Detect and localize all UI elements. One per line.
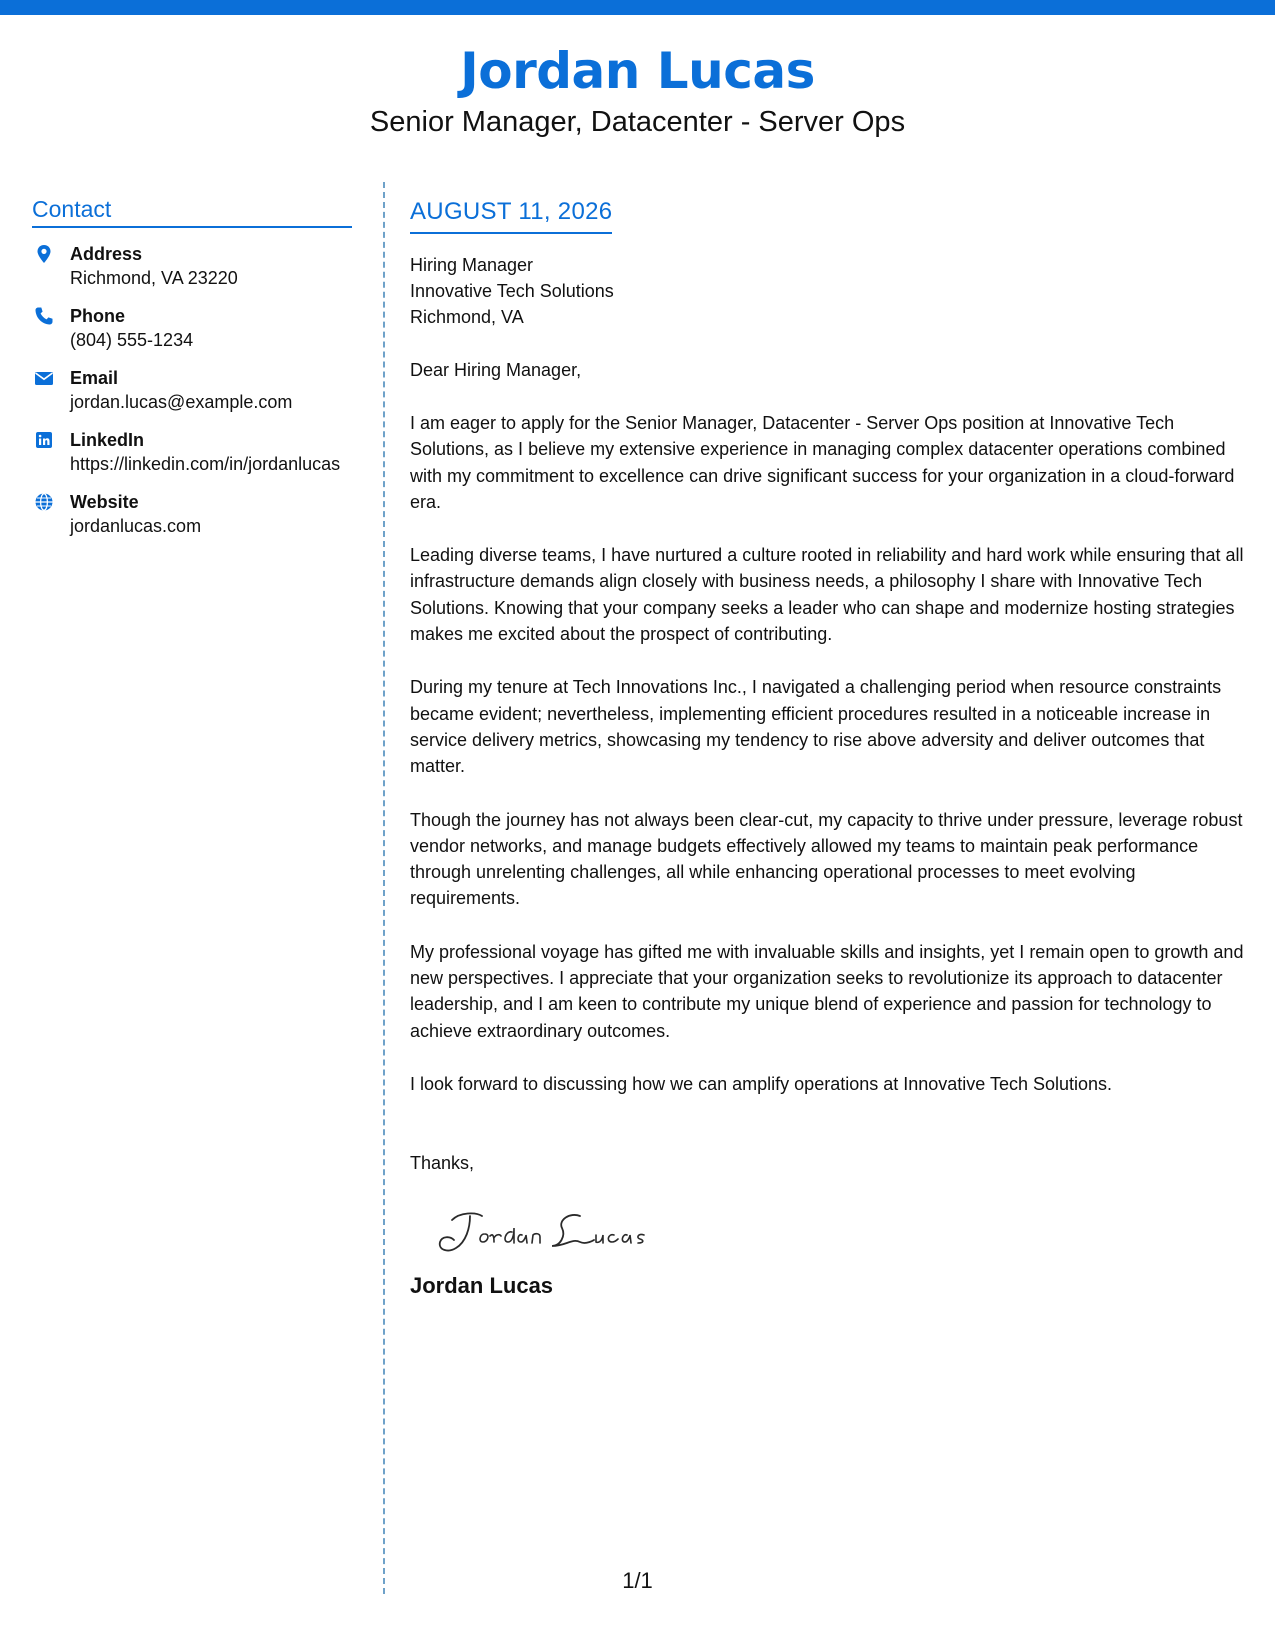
address-label: Address	[70, 244, 143, 264]
email-value[interactable]: jordan.lucas@example.com	[70, 392, 293, 412]
contact-address	[32, 242, 352, 290]
letter-body	[410, 196, 1250, 1300]
contact-email	[32, 366, 352, 414]
handwritten-signature	[430, 1202, 1250, 1262]
body-paragraph: Leading diverse teams, I have nurtured a culture rooted in reliability and hard work while ensuring that all infrastructure demands align closely with business needs, a philosophy I share with Innovative Tech Solutions. Knowing that your company seeks a leader who can shape and modernize hosting strategies makes me excited about the prospect of contributing.	[410, 545, 1244, 645]
salutation: Dear Hiring Manager,	[410, 360, 582, 380]
signer-name: Jordan Lucas	[410, 1273, 554, 1299]
globe-icon	[34, 492, 54, 512]
column-divider	[383, 182, 385, 1594]
contact-linkedin	[32, 428, 352, 476]
linkedin-label: LinkedIn	[70, 430, 145, 450]
recipient-block	[410, 252, 1250, 330]
phone-value[interactable]: (804) 555-1234	[70, 330, 194, 350]
closing: Thanks,	[410, 1153, 475, 1174]
contact-sidebar	[32, 196, 352, 538]
letter-header	[0, 40, 1275, 142]
signature-image	[430, 1202, 670, 1262]
body-paragraph: My professional voyage has gifted me with invaluable skills and insights, yet I remain open to growth and new perspectives. I appreciate that your organization seeks to revolutionize its approach to datacenter leadership, and I am keen to contribute my unique blend of experience and passion for technology to achieve extraordinary outcomes.	[410, 941, 1244, 1041]
contact-phone	[32, 304, 352, 352]
top-accent-bar	[0, 0, 1275, 15]
website-label: Website	[70, 492, 139, 512]
email-label: Email	[70, 368, 119, 388]
website-value[interactable]: jordanlucas.com	[70, 516, 202, 536]
map-pin-icon	[34, 244, 54, 264]
body-paragraph: During my tenure at Tech Innovations Inc., I navigated a challenging period when resource constraints became evident; nevertheless, implementing efficient procedures resulted in a noticeable increase in service delivery metrics, showcasing my tendency to rise above adversity and deliver outcomes that matter.	[410, 677, 1222, 777]
linkedin-value[interactable]: https://linkedin.com/in/jordanlucas	[70, 454, 341, 474]
contact-website	[32, 490, 352, 538]
body-paragraph: I am eager to apply for the Senior Manager, Datacenter - Server Ops position at Innovative Tech Solutions, as I believe my extensive experience in managing complex datacenter operations combined with my commitment to excellence can drive significant success for your organization in a cloud-forward era.	[410, 413, 1235, 512]
recipient-line: Hiring Manager	[410, 255, 534, 275]
applicant-job-title: Senior Manager, Datacenter - Server Ops	[369, 106, 906, 138]
body-paragraph: Though the journey has not always been clear-cut, my capacity to thrive under pressure, leverage robust vendor networks, and manage budgets effectively allowed my teams to maintain peak performance through unrelenting challenges, all while enhancing operational processes to meet evolving requirements.	[410, 809, 1243, 909]
linkedin-icon	[34, 430, 54, 450]
envelope-icon	[34, 368, 54, 388]
applicant-name: Jordan Lucas	[460, 42, 815, 100]
contact-heading: Contact	[32, 196, 352, 228]
body-paragraph: I look forward to discussing how we can amplify operations at Innovative Tech Solutions.	[410, 1073, 1113, 1094]
phone-label: Phone	[70, 306, 126, 326]
phone-icon	[34, 306, 54, 326]
page-number: 1/1	[622, 1568, 653, 1593]
recipient-line: Richmond, VA	[410, 307, 524, 327]
recipient-line: Innovative Tech Solutions	[410, 281, 614, 301]
letter-date: AUGUST 11, 2026	[410, 196, 612, 234]
address-value: Richmond, VA 23220	[70, 268, 238, 288]
